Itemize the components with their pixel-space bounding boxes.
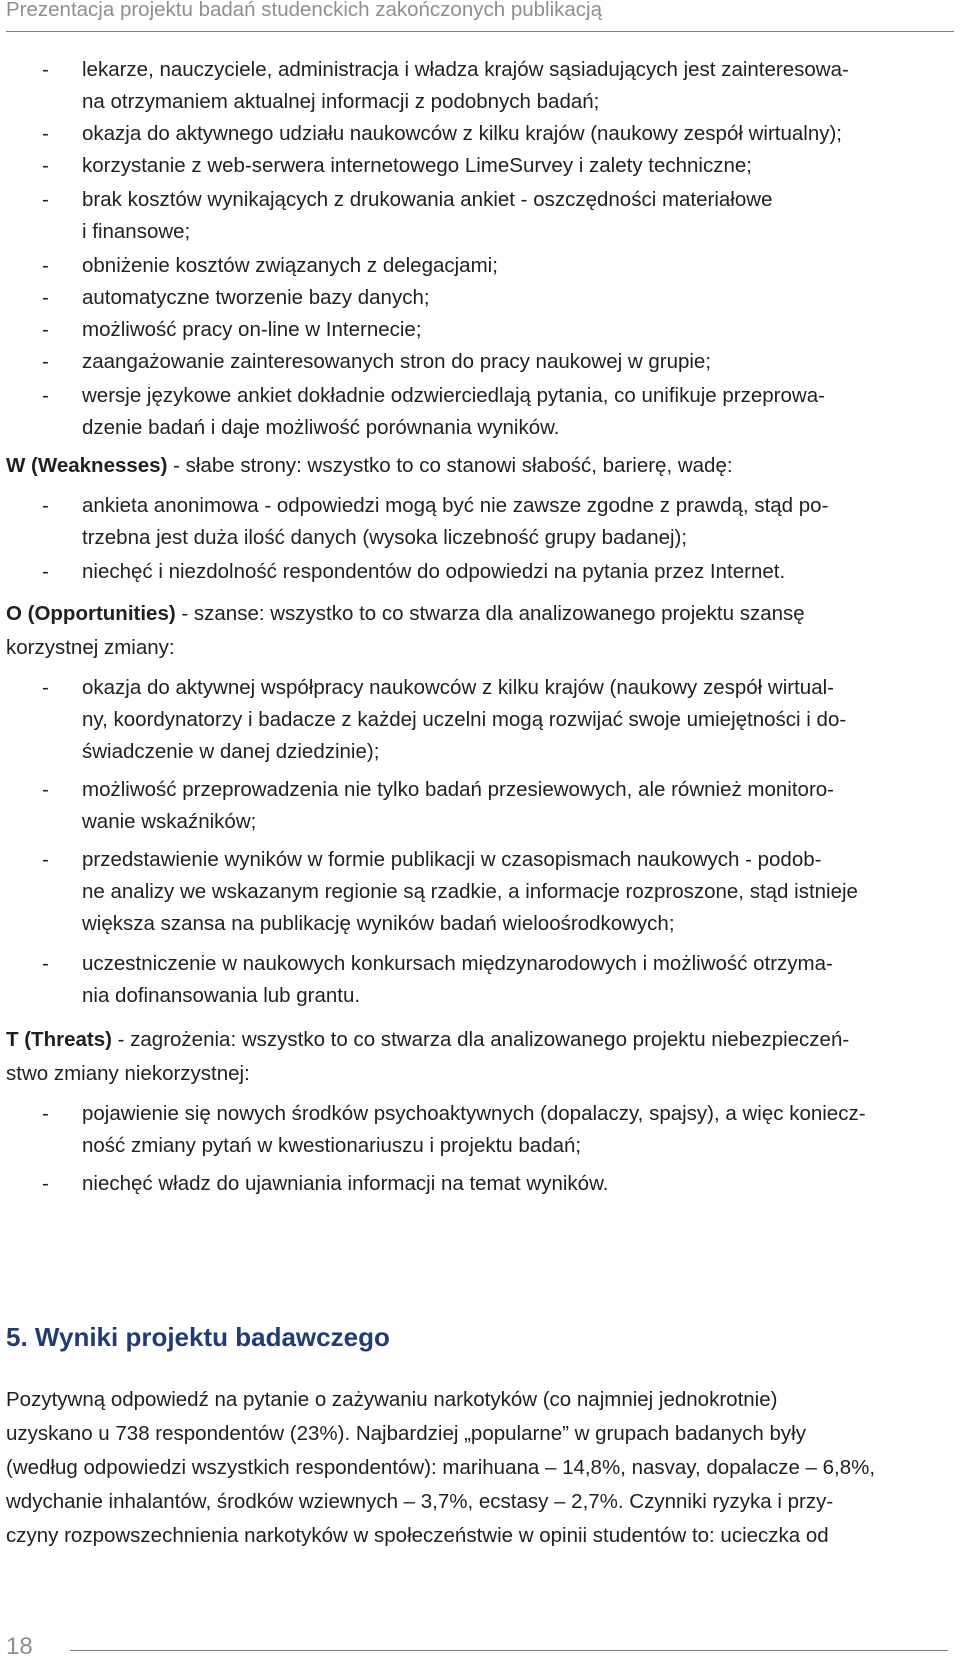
list-item [42,1168,912,1200]
list-item-text: dzenie badań i daje możliwość porównania wyników. [82,416,560,439]
list-item [42,556,912,588]
list-item [42,948,912,1012]
list-item-text: okazja do aktywnego udziału naukowców z kilku krajów (naukowy zespół wirtualny); [82,122,843,145]
list-item-text: na otrzymaniem aktualnej informacji z podobnych badań; [82,90,600,113]
list-dash: - [42,384,49,407]
list-item-text: obniżenie kosztów związanych z delegacjami; [82,254,498,277]
list-item [42,150,912,182]
list-dash: - [42,952,49,975]
list-item [42,490,912,554]
list-item [42,774,912,838]
list-item-text: ne analizy we wskazanym regionie są rzadkie, a informacje rozproszone, stąd istnieje [82,880,858,903]
list-dash: - [42,778,49,801]
list-dash: - [42,1102,49,1125]
list-item-text: świadczenie w danej dziedzinie); [82,740,380,763]
list-item [42,314,912,346]
list-dash: - [42,188,49,211]
list-dash: - [42,494,49,517]
list-item [42,672,912,768]
list-item-text: ność zmiany pytań w kwestionariuszu i projektu badań; [82,1134,582,1157]
threats-term: T (Threats) [6,1028,112,1051]
list-dash: - [42,122,49,145]
list-item-text: większa szansa na publikację wyników badań wieloośrodkowych; [82,912,675,935]
list-item [42,1098,912,1162]
list-item-text: niechęć władz do ujawniania informacji na temat wyników. [82,1172,609,1195]
list-item-text: możliwość przeprowadzenia nie tylko badań przesiewowych, ale również monitoro- [82,778,835,801]
page-header [6,0,954,34]
list-dash: - [42,318,49,341]
list-item [42,184,912,248]
list-item-text: trzebna jest duża ilość danych (wysoka liczebność grupy badanej); [82,526,688,549]
list-dash: - [42,350,49,373]
opportunities-intro-cont: korzystnej zmiany: [6,636,175,659]
threats-intro: - zagrożenia: wszystko to co stwarza dla analizowanego projektu niebezpieczeń- [111,1028,850,1051]
list-item-text: wanie wskaźników; [82,810,257,833]
list-dash: - [42,560,49,583]
list-item [42,118,912,150]
list-dash: - [42,154,49,177]
list-item-text: pojawienie się nowych środków psychoaktywnych (dopalaczy, spajsy), a więc koniecz- [82,1102,866,1125]
opportunities-heading [6,598,805,630]
list-item [42,346,912,378]
list-item-text: korzystanie z web-serwera internetowego LimeSurvey i zalety techniczne; [82,154,752,177]
list-item-text: uczestniczenie w naukowych konkursach międzynarodowych i możliwość otrzyma- [82,952,833,975]
weaknesses-intro: - słabe strony: wszystko to co stanowi słabość, barierę, wadę: [167,454,733,477]
list-item [42,250,912,282]
footer-divider [70,1650,948,1651]
list-item-text: brak kosztów wynikających z drukowania ankiet - oszczędności materiałowe [82,188,773,211]
list-dash: - [42,286,49,309]
list-dash: - [42,58,49,81]
list-item-text: okazja do aktywnej współpracy naukowców z kilku krajów (naukowy zespół wirtual- [82,676,834,699]
weaknesses-heading [6,450,733,482]
opportunities-term: O (Opportunities) [6,602,176,625]
list-dash: - [42,254,49,277]
list-dash: - [42,676,49,699]
paragraph-line: (według odpowiedzi wszystkich respondentów): marihuana – 14,8%, nasvay, dopalacze – 6,8%, [6,1456,876,1479]
header-divider [6,31,954,32]
paragraph-line: wdychanie inhalantów, środków wziewnych – 3,7%, ecstasy – 2,7%. Czynniki ryzyka i przy- [6,1490,834,1513]
paragraph-line: Pozytywną odpowiedź na pytanie o zażywaniu narkotyków (co najmniej jednokrotnie) [6,1388,778,1411]
page-number: 18 [6,1633,33,1660]
list-item-text: automatyczne tworzenie bazy danych; [82,286,430,309]
list-item [42,282,912,314]
list-item-text: przedstawienie wyników w formie publikacji w czasopismach naukowych - podob- [82,848,822,871]
list-item-text: ankieta anonimowa - odpowiedzi mogą być nie zawsze zgodne z prawdą, stąd po- [82,494,829,517]
threats-intro-cont: stwo zmiany niekorzystnej: [6,1062,250,1085]
paragraph-line: uzyskano u 738 respondentów (23%). Najbardziej „popularne” w grupach badanych były [6,1422,806,1445]
list-item-text: zaangażowanie zainteresowanych stron do pracy naukowej w grupie; [82,350,712,373]
list-item [42,844,912,940]
list-item-text: i finansowe; [82,220,191,243]
list-item-text: wersje językowe ankiet dokładnie odzwierciedlają pytania, co unifikuje przeprowa- [82,384,825,407]
list-item-text: lekarze, nauczyciele, administracja i władza krajów sąsiadujących jest zainteresowa- [82,58,849,81]
list-item-text: możliwość pracy on-line w Internecie; [82,318,422,341]
list-item [42,54,912,118]
list-item-text: ny, koordynatorzy i badacze z każdej uczelni mogą rozwijać swoje umiejętności i do- [82,708,847,731]
list-item-text: nia dofinansowania lub grantu. [82,984,361,1007]
weaknesses-term: W (Weaknesses) [6,454,168,477]
section-heading: 5. Wyniki projektu badawczego [6,1322,390,1352]
list-item-text: niechęć i niezdolność respondentów do odpowiedzi na pytania przez Internet. [82,560,786,583]
list-dash: - [42,1172,49,1195]
running-title: Prezentacja projektu badań studenckich zakończonych publikacją [6,0,603,21]
list-item [42,380,912,444]
paragraph-line: czyny rozpowszechnienia narkotyków w społeczeństwie w opinii studentów to: ucieczka od [6,1524,829,1547]
threats-heading [6,1024,849,1056]
opportunities-intro: - szanse: wszystko to co stwarza dla analizowanego projektu szansę [175,602,805,625]
list-dash: - [42,848,49,871]
